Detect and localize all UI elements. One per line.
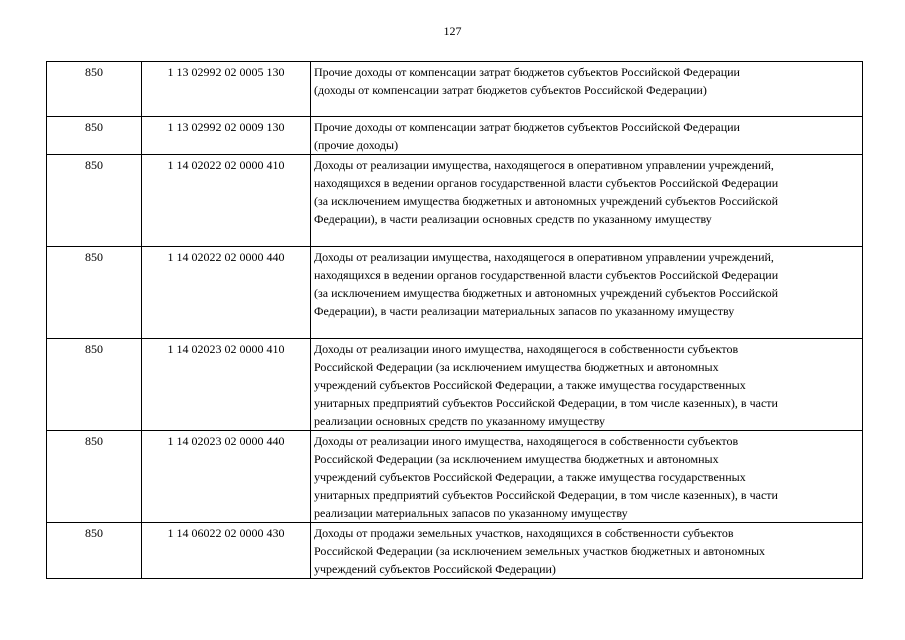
- description-cell: [311, 117, 863, 155]
- description-line: реализации материальных запасов по указанному имуществу: [314, 506, 628, 520]
- description-line: Доходы от реализации имущества, находящегося в оперативном управлении учреждений,: [314, 250, 774, 264]
- budget-code-cell: 1 14 02023 02 0000 440: [142, 431, 311, 523]
- table-row: [47, 155, 863, 247]
- table-row: [47, 339, 863, 431]
- description-line: учреждений субъектов Российской Федерации): [314, 562, 556, 576]
- description-line: реализации основных средств по указанному имуществу: [314, 414, 606, 428]
- description-line: учреждений субъектов Российской Федерации, а также имущества государственных: [314, 470, 746, 484]
- admin-code-cell: 850: [47, 247, 142, 339]
- page-number: 127: [443, 24, 462, 38]
- table-row: [47, 523, 863, 579]
- description-line: Прочие доходы от компенсации затрат бюджетов субъектов Российской Федерации: [314, 65, 740, 79]
- table-row: [47, 117, 863, 155]
- description-line: находящихся в ведении органов государственной власти субъектов Российской Федерации: [314, 176, 779, 190]
- budget-code-cell: 1 13 02992 02 0005 130: [142, 62, 311, 117]
- description-line: Доходы от реализации иного имущества, находящегося в собственности субъектов: [314, 434, 739, 448]
- admin-code-cell: 850: [47, 155, 142, 247]
- table-row: [47, 247, 863, 339]
- admin-code-cell: 850: [47, 431, 142, 523]
- description-cell: [311, 155, 863, 247]
- description-line: Прочие доходы от компенсации затрат бюджетов субъектов Российской Федерации: [314, 120, 740, 134]
- description-line: Доходы от реализации имущества, находящегося в оперативном управлении учреждений,: [314, 158, 774, 172]
- budget-code-cell: 1 13 02992 02 0009 130: [142, 117, 311, 155]
- admin-code-cell: 850: [47, 339, 142, 431]
- description-line: унитарных предприятий субъектов Российской Федерации, в том числе казенных), в части: [314, 396, 778, 410]
- admin-code-cell: 850: [47, 523, 142, 579]
- description-line: (за исключением имущества бюджетных и автономных учреждений субъектов Российской: [314, 286, 779, 300]
- description-line: Российской Федерации (за исключением имущества бюджетных и автономных: [314, 452, 719, 466]
- budget-code-cell: 1 14 02022 02 0000 440: [142, 247, 311, 339]
- description-line: находящихся в ведении органов государственной власти субъектов Российской Федерации: [314, 268, 779, 282]
- budget-code-cell: 1 14 02023 02 0000 410: [142, 339, 311, 431]
- description-cell: [311, 339, 863, 431]
- description-line: Доходы от реализации иного имущества, находящегося в собственности субъектов: [314, 342, 739, 356]
- description-line: Российской Федерации (за исключением имущества бюджетных и автономных: [314, 360, 719, 374]
- table-row: [47, 62, 863, 117]
- description-cell: [311, 62, 863, 117]
- admin-code-cell: 850: [47, 62, 142, 117]
- budget-code-cell: 1 14 06022 02 0000 430: [142, 523, 311, 579]
- description-cell: [311, 247, 863, 339]
- table-body: [47, 62, 863, 579]
- admin-code-cell: 850: [47, 117, 142, 155]
- description-line: унитарных предприятий субъектов Российской Федерации, в том числе казенных), в части: [314, 488, 778, 502]
- budget-code-cell: 1 14 02022 02 0000 410: [142, 155, 311, 247]
- revenue-codes-table: [46, 61, 863, 579]
- description-line: (прочие доходы): [314, 138, 399, 152]
- description-line: Российской Федерации (за исключением земельных участков бюджетных и автономных: [314, 544, 766, 558]
- description-line: (за исключением имущества бюджетных и автономных учреждений субъектов Российской: [314, 194, 779, 208]
- description-line: (доходы от компенсации затрат бюджетов субъектов Российской Федерации): [314, 83, 707, 97]
- description-line: Доходы от продажи земельных участков, находящихся в собственности субъектов: [314, 526, 734, 540]
- description-line: Федерации), в части реализации материальных запасов по указанному имуществу: [314, 304, 735, 318]
- description-cell: [311, 431, 863, 523]
- description-line: учреждений субъектов Российской Федерации, а также имущества государственных: [314, 378, 746, 392]
- description-line: Федерации), в части реализации основных средств по указанному имуществу: [314, 212, 712, 226]
- table-row: [47, 431, 863, 523]
- description-cell: [311, 523, 863, 579]
